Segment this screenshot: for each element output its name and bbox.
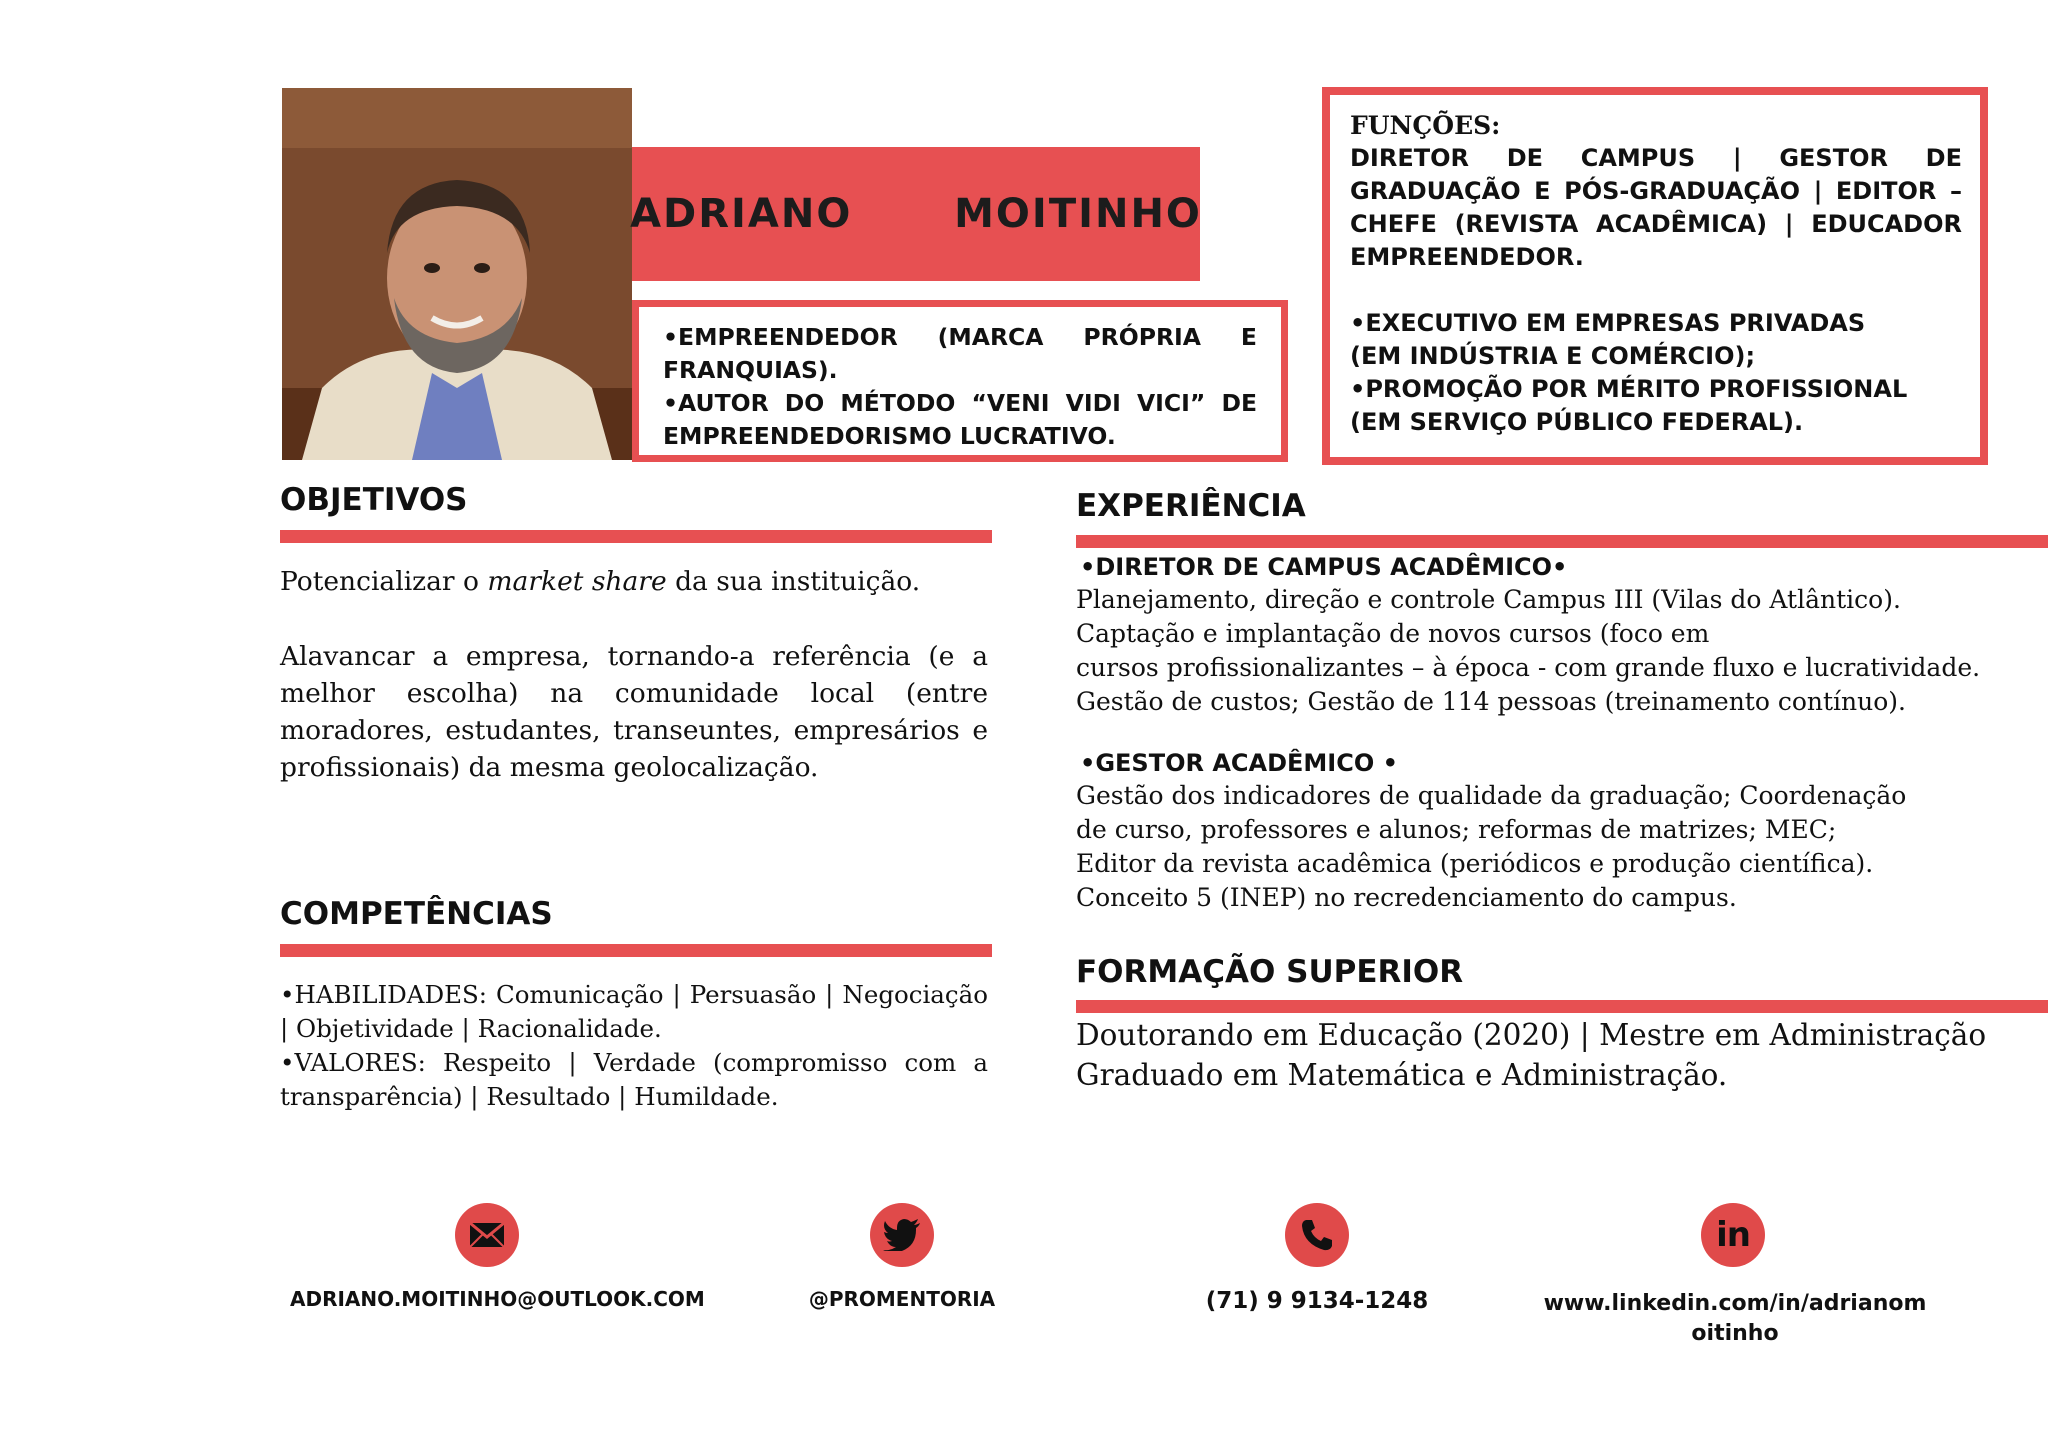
job-title: •DIRETOR DE CAMPUS ACADÊMICO• — [1080, 553, 1568, 581]
section-heading-experiencia: EXPERIÊNCIA — [1076, 488, 1306, 524]
section-rule — [280, 944, 992, 957]
contact-phone[interactable]: (71) 9 9134-1248 — [1205, 1288, 1429, 1314]
linkedin-url-part: oitinho — [1691, 1321, 1779, 1346]
portrait-illustration — [282, 88, 632, 460]
job-line: Editor da revista acadêmica (periódicos e produção científica). — [1076, 849, 1874, 878]
job-line: de curso, professores e alunos; reformas de matrizes; MEC; — [1076, 815, 1837, 844]
roles-bullet-detail: (EM INDÚSTRIA E COMÉRCIO); — [1350, 342, 1756, 370]
section-rule — [1076, 535, 2048, 548]
roles-list: DIRETOR DE CAMPUS | GESTOR DE GRADUAÇÃO E PÓS-GRADUAÇÃO | EDITOR – CHEFE (REVISTA ACADÊMICA) | EDUCADOR EMPREENDEDOR. — [1350, 144, 1962, 271]
intro-item: •AUTOR DO MÉTODO “VENI VIDI VICI” DE EMPREENDEDORISMO LUCRATIVO. — [663, 389, 1257, 450]
formacao-line: Graduado em Matemática e Administração. — [1076, 1058, 1728, 1092]
job-line: Planejamento, direção e controle Campus III (Vilas do Atlântico). — [1076, 585, 1901, 614]
job-line: Captação e implantação de novos cursos (foco em — [1076, 619, 1710, 648]
job-line: Gestão dos indicadores de qualidade da graduação; Coordenação — [1076, 781, 1907, 810]
section-heading-formacao: FORMAÇÃO SUPERIOR — [1076, 954, 1464, 990]
roles-box — [1322, 87, 1988, 465]
section-heading-objetivos: OBJETIVOS — [280, 482, 468, 518]
intro-item: •EMPREENDEDOR (MARCA PRÓPRIA E FRANQUIAS). — [663, 323, 1257, 384]
roles-bullet-detail: (EM SERVIÇO PÚBLICO FEDERAL). — [1350, 408, 1804, 436]
profile-photo — [282, 88, 632, 460]
phone-icon[interactable] — [1285, 1203, 1349, 1267]
candidate-name: ADRIANO MOITINHO — [630, 191, 1202, 237]
linkedin-url-part: www.linkedin.com/in/adrianom — [1543, 1291, 1927, 1316]
job-line: Gestão de custos; Gestão de 114 pessoas (treinamento contínuo). — [1076, 687, 1907, 716]
email-icon[interactable] — [455, 1203, 519, 1267]
competencias-list — [280, 978, 988, 1114]
section-rule — [1076, 1000, 2048, 1013]
job-title: •GESTOR ACADÊMICO • — [1080, 749, 1398, 777]
contact-email[interactable]: ADRIANO.MOITINHO@OUTLOOK.COM — [290, 1287, 705, 1311]
job-line: cursos profissionalizantes – à época - com grande fluxo e lucratividade. — [1076, 653, 1981, 682]
experiencia-content — [1076, 551, 2036, 915]
objetivos-text: Potencializar o — [280, 566, 488, 597]
name-banner — [632, 147, 1200, 281]
intro-box — [632, 300, 1288, 462]
formacao-line: Doutorando em Educação (2020) | Mestre em Administração — [1076, 1018, 1987, 1052]
roles-title: FUNÇÕES: — [1350, 111, 1501, 140]
section-heading-competencias: COMPETÊNCIAS — [280, 896, 553, 932]
linkedin-glyph: in — [1716, 1215, 1750, 1255]
section-rule — [280, 530, 992, 543]
objetivos-italic: market share — [487, 566, 667, 597]
roles-bullet: •PROMOÇÃO POR MÉRITO PROFISSIONAL — [1350, 375, 1908, 403]
formacao-content — [1076, 1015, 2036, 1095]
twitter-icon[interactable] — [870, 1203, 934, 1267]
linkedin-icon[interactable] — [1701, 1203, 1765, 1267]
competencias-valores: •VALORES: Respeito | Verdade (compromisso com a transparência) | Resultado | Humildade. — [280, 1048, 988, 1111]
objetivos-paragraph-2: Alavancar a empresa, tornando-a referência (e a melhor escolha) na comunidade local (entre moradores, estudantes, transeuntes, empresários e profissionais) da mesma geolocalização. — [280, 641, 988, 783]
roles-bullet: •EXECUTIVO EM EMPRESAS PRIVADAS — [1350, 309, 1866, 337]
contact-linkedin[interactable] — [1525, 1289, 1945, 1349]
objetivos-paragraph-1 — [280, 563, 988, 600]
competencias-habilidades: •HABILIDADES: Comunicação | Persuasão | Negociação | Objetividade | Racionalidade. — [280, 980, 988, 1043]
job-line: Conceito 5 (INEP) no recredenciamento do campus. — [1076, 883, 1737, 912]
objetivos-text: da sua instituição. — [666, 566, 921, 597]
contact-twitter[interactable]: @PROMENTORIA — [808, 1287, 996, 1311]
